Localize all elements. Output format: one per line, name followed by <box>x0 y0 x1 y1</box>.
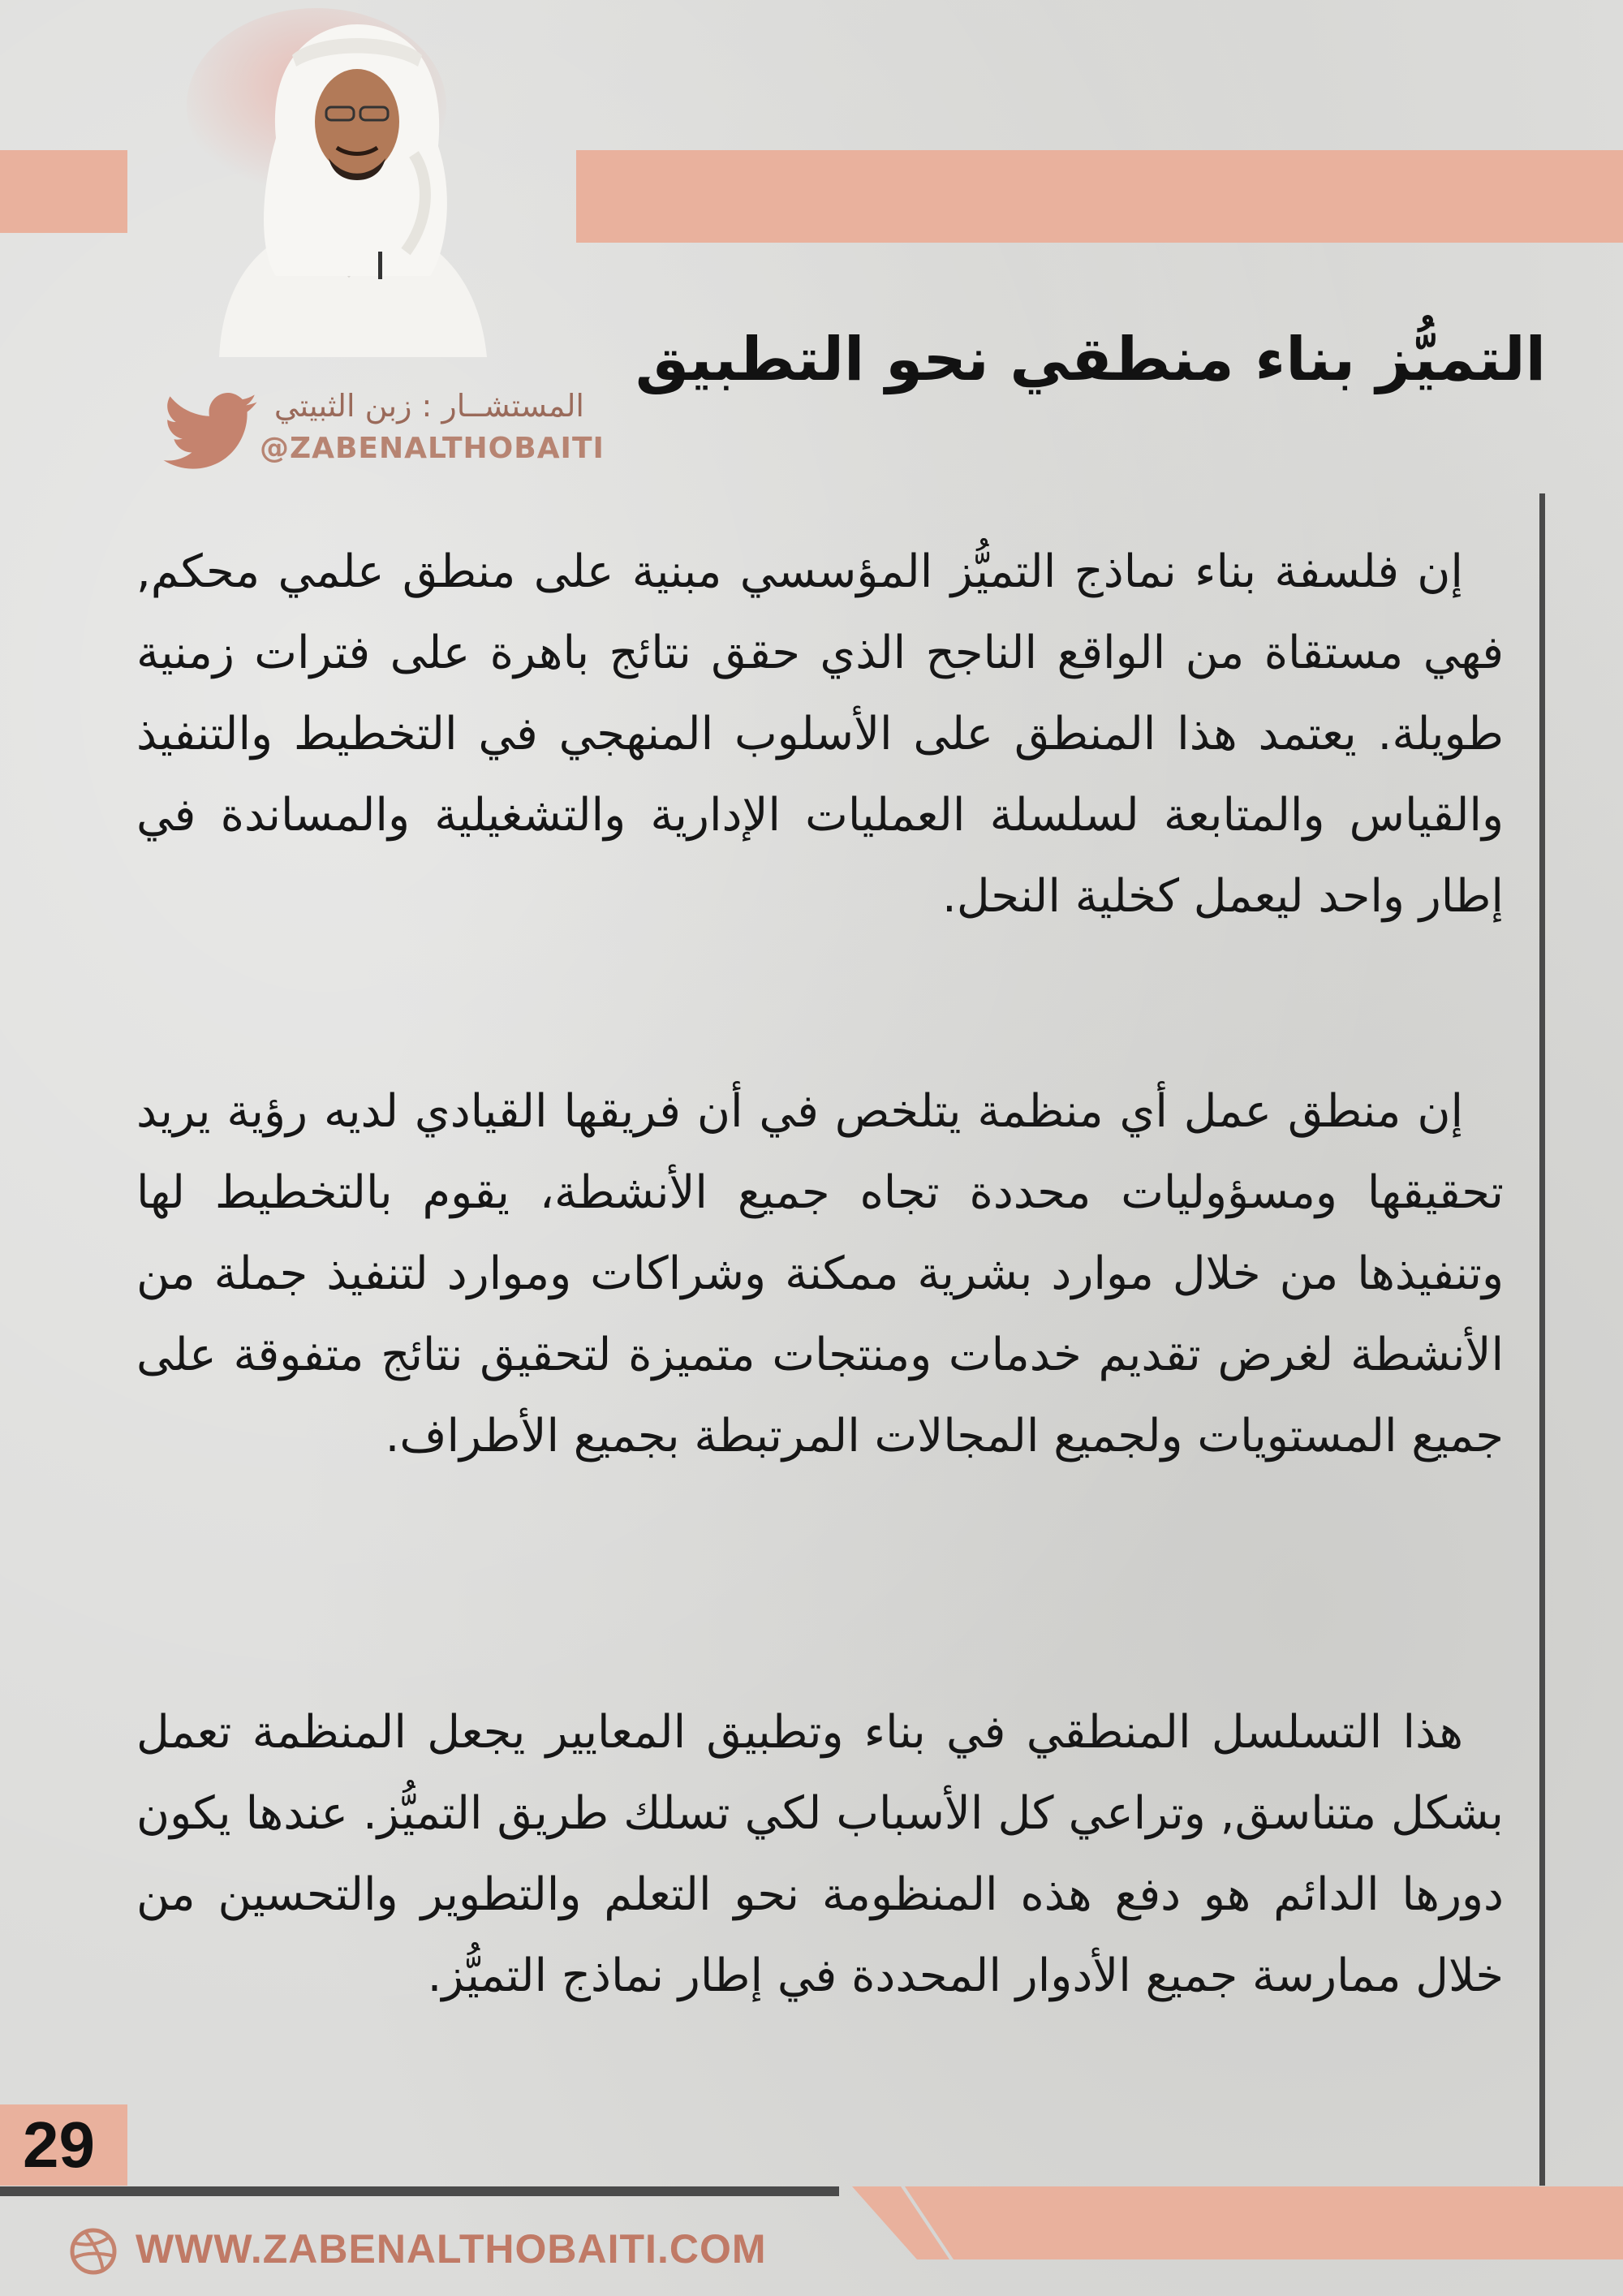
vertical-rule <box>1539 493 1545 2186</box>
accent-band-right <box>576 150 1623 243</box>
author-block <box>162 388 605 477</box>
author-name: المستشــار : زبن الثبيتي <box>273 388 584 424</box>
footer <box>69 2224 799 2281</box>
bottom-rule <box>0 2186 828 2196</box>
page-number: 29 <box>23 2109 95 2181</box>
paragraph-3: هذا التسلسل المنطقي في بناء وتطبيق المعايير يجعل المنظمة تعمل بشكل متناسق, وتراعي كل الأسباب لكي تسلك طريق التميُّز. عندها يكون دورها الدائم هو دفع هذه المنظومة نحو التعلم والتطوير والتحسين من خلال ممارسة جميع الأدوار المحددة في إطار نماذج التميُّز. <box>136 1706 1504 2002</box>
dribbble-globe-icon <box>69 2227 118 2276</box>
paragraph-1: إن فلسفة بناء نماذج التميُّز المؤسسي مبنية على منطق علمي محكم, فهي مستقاة من الواقع الناجح الذي حقق نتائج باهرة على فترات زمنية طويلة. يعتمد هذا المنطق على الأسلوب المنهجي في التخطيط والتنفيذ والقياس والمتابعة لسلسلة العمليات الإدارية والتشغيلية والمساندة في إطار واحد ليعمل كخلية النحل. <box>136 545 1504 923</box>
twitter-handle: @ZABENALTHOBAITI <box>260 432 605 465</box>
author-portrait <box>187 8 527 365</box>
bottom-accent-shape <box>828 2186 1623 2259</box>
website-link[interactable]: WWW.ZABENALTHOBAITI.COM <box>136 2226 767 2272</box>
paragraph-2: إن منطق عمل أي منظمة يتلخص في أن فريقها القيادي لديه رؤية يريد تحقيقها ومسؤوليات محددة تجاه جميع الأنشطة، يقوم بالتخطيط لها وتنفيذها من خلال موارد بشرية ممكنة وشراكات وموارد لتنفيذ جملة من الأنشطة لغرض تقديم خدمات ومنتجات متميزة لتحقيق نتائج متفوقة على جميع المستويات ولجميع المجالات المرتبطة بجميع الأطراف. <box>136 1085 1504 1462</box>
twitter-bird-icon <box>162 393 258 471</box>
accent-band-left <box>0 150 127 233</box>
page-title: التميُّز بناء منطقي نحو التطبيق <box>635 325 1546 394</box>
